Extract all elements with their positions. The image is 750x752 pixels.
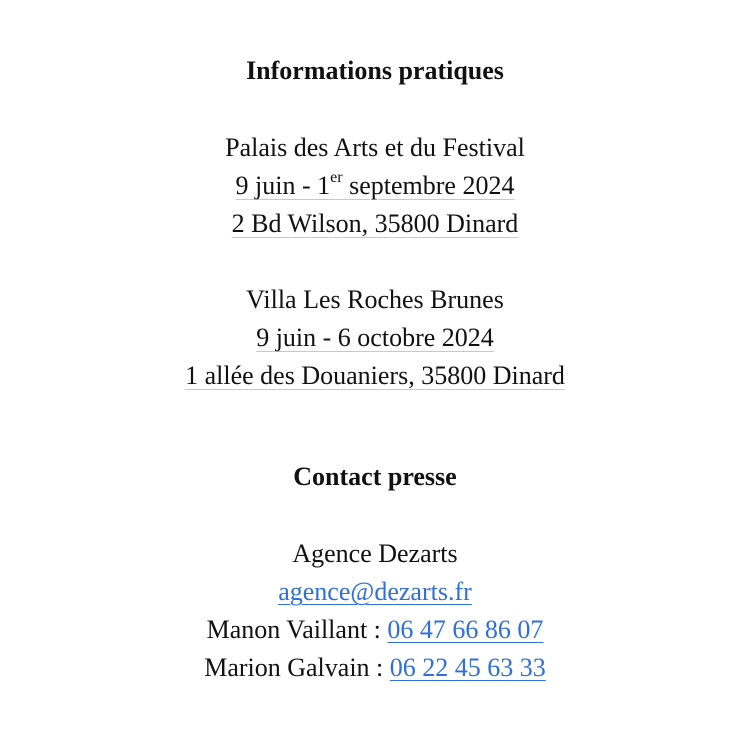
venue2-dates-text: 9 juin - 6 octobre 2024: [256, 323, 494, 352]
venue2-name: Villa Les Roches Brunes: [246, 285, 504, 314]
contact-phone-link[interactable]: 06 47 66 86 07: [387, 615, 544, 644]
contact-row: [0, 653, 750, 683]
venue1-dates-prefix: 9 juin - 1: [235, 171, 331, 200]
venue1-dates-text: [236, 171, 515, 200]
venue2-address-text: 1 allée des Douaniers, 35800 Dinard: [185, 361, 565, 390]
venue1-address-text: 2 Bd Wilson, 35800 Dinard: [231, 209, 519, 238]
contact-row: [0, 615, 750, 645]
contact-name: Manon Vaillant :: [206, 615, 388, 644]
venue2-dates: [0, 323, 750, 353]
venue1-address: [0, 209, 750, 239]
agency-email-link[interactable]: agence@dezarts.fr: [278, 577, 472, 606]
press-contact-heading: Contact presse: [293, 462, 457, 491]
practical-info-heading: Informations pratiques: [246, 56, 504, 85]
agency-email-row: [0, 577, 750, 607]
venue1-name: Palais des Arts et du Festival: [225, 133, 525, 162]
venue1-dates: [0, 171, 750, 201]
contact-name: Marion Galvain :: [204, 653, 390, 682]
venue1-dates-superscript: er: [330, 169, 343, 187]
contact-phone-link[interactable]: 06 22 45 63 33: [389, 653, 546, 682]
venue1-dates-suffix: septembre 2024: [342, 171, 515, 200]
venue2-address: [0, 361, 750, 391]
agency-name: Agence Dezarts: [292, 539, 458, 568]
